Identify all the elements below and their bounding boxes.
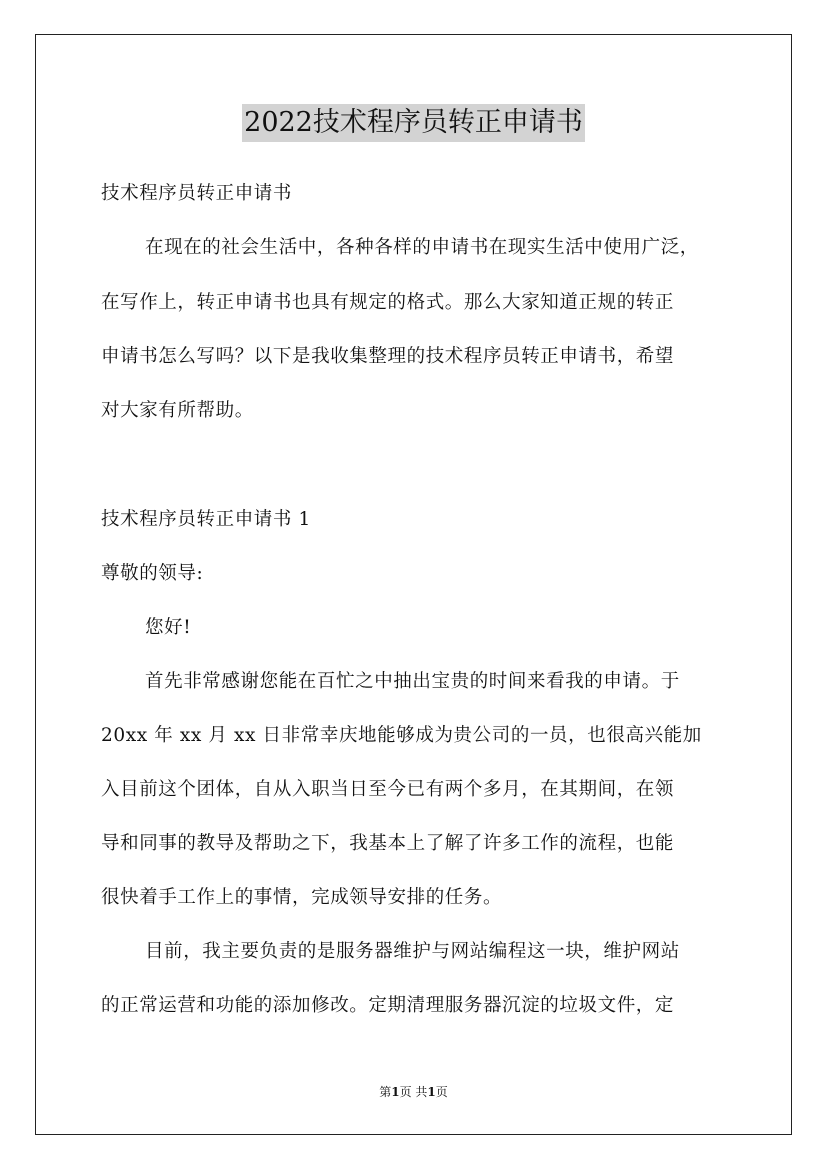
- intro-line: 在现在的社会生活中，各种各样的申请书在现实生活中使用广泛，: [145, 237, 699, 258]
- footer-prefix: 第: [379, 1085, 392, 1099]
- page-total: 1: [427, 1085, 436, 1099]
- intro-line: 对大家有所帮助。: [101, 400, 254, 421]
- page-current: 1: [391, 1085, 400, 1099]
- footer-suffix: 页: [435, 1085, 448, 1099]
- paragraph-line: 的正常运营和功能的添加修改。定期清理服务器沉淀的垃圾文件，定: [101, 995, 675, 1016]
- paragraph-line: 入目前这个团体，自从入职当日至今已有两个多月，在其期间，在领: [101, 779, 675, 800]
- footer-mid: 页 共: [399, 1085, 428, 1099]
- paragraph-line: 导和同事的教导及帮助之下，我基本上了解了许多工作的流程，也能: [101, 833, 675, 854]
- paragraph-line: 20xx 年 xx 月 xx 日非常幸庆地能够成为贵公司的一员，也很高兴能加: [101, 725, 702, 746]
- intro-line: 申请书怎么写吗？以下是我收集整理的技术程序员转正申请书，希望: [101, 346, 675, 367]
- subtitle: 技术程序员转正申请书: [101, 183, 293, 204]
- greeting: 您好!: [145, 617, 192, 638]
- salutation: 尊敬的领导:: [101, 563, 204, 584]
- section-heading: 技术程序员转正申请书 1: [101, 509, 311, 530]
- title-block: [0, 104, 827, 142]
- page-footer: [0, 1084, 827, 1100]
- paragraph-line: 目前，我主要负责的是服务器维护与网站编程这一块，维护网站: [145, 941, 680, 962]
- intro-line: 在写作上，转正申请书也具有规定的格式。那么大家知道正规的转正: [101, 292, 675, 313]
- document-title: 2022技术程序员转正申请书: [242, 104, 585, 142]
- paragraph-line: 首先非常感谢您能在百忙之中抽出宝贵的时间来看我的申请。于: [145, 671, 680, 692]
- paragraph-line: 很快着手工作上的事情，完成领导安排的任务。: [101, 887, 503, 908]
